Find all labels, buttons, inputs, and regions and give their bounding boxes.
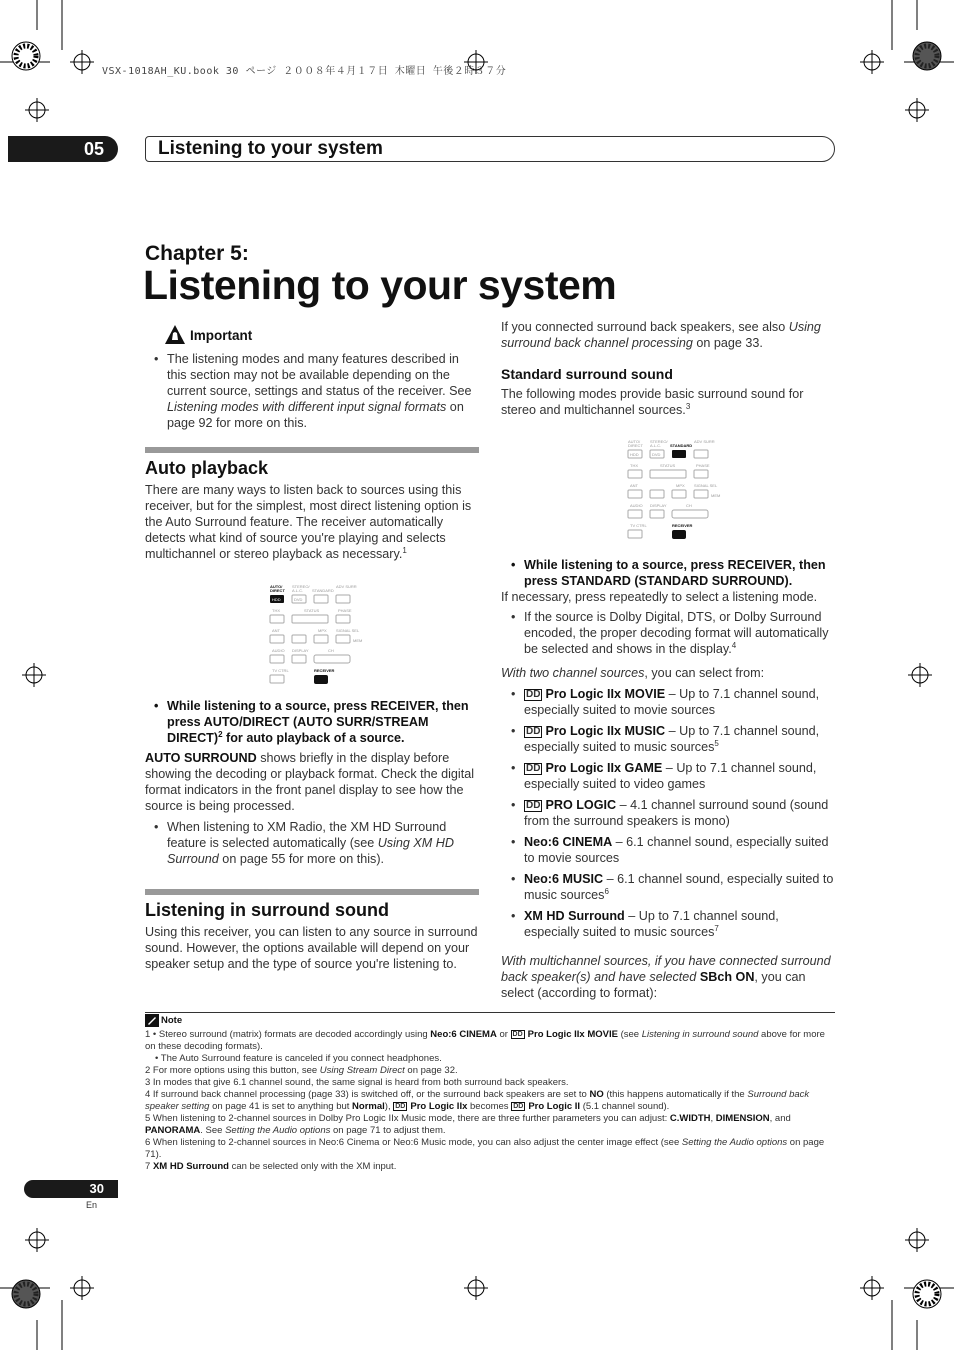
list-item: • Neo:6 MUSIC – 6.1 channel sound, especially suited to music sources$^6$	[511, 872, 834, 902]
svg-text:AUTO/: AUTO/	[270, 584, 283, 589]
standard-step-note: If necessary, press repeatedly to select a listening mode.	[501, 590, 818, 604]
multichannel-intro: With multichannel sources, if you have connected surround back speaker(s) and have selected SBch ON, you can select (according to format):	[501, 954, 831, 1000]
remote-illustration-standard	[620, 435, 724, 545]
note-icon	[145, 1014, 159, 1027]
intro-text: If you connected surround back speakers, see also Using surround back channel processing on page 33.	[501, 320, 821, 350]
important-icon	[164, 324, 186, 346]
registration-wheel-bl	[12, 1280, 40, 1308]
two-channel-intro: With two channel sources, you can select from:	[501, 666, 765, 680]
footnote-1: 1 • Stereo surround (matrix) formats are decoded accordingly using Neo:6 CINEMA or DD Pro Logic IIx MOVIE (see Listening in surround sound above for more on these decoding formats).	[145, 1029, 825, 1052]
svg-text:THX: THX	[272, 608, 280, 613]
page-number: 30	[89, 1181, 104, 1196]
footnote-1b: • The Auto Surround feature is canceled if you connect headphones.	[155, 1053, 442, 1064]
svg-text:SIGNAL SEL: SIGNAL SEL	[694, 483, 718, 488]
svg-text:DVD: DVD	[652, 452, 661, 457]
svg-text:ANT: ANT	[272, 628, 280, 633]
svg-text:THX: THX	[630, 463, 638, 468]
footnotes	[145, 1029, 835, 1173]
dolby-bullet: • If the source is Dolby Digital, DTS, or Dolby Surround encoded, the proper decoding format will automatically be selected and shows in the display.$^4$	[524, 609, 835, 657]
registration-wheel-tl	[12, 42, 40, 70]
svg-text:ADV SURR: ADV SURR	[336, 584, 357, 589]
svg-text:TV CTRL: TV CTRL	[272, 668, 289, 673]
footnote-4: 4 If surround back channel processing (page 33) is switched off, or the surround back speakers are set to NO (this happens automatically if the Surround back speaker setting on page 41 is set to anything but Normal), DD Pro Logic IIx becomes DD Pro Logic II (5.1 channel sound).	[145, 1089, 810, 1112]
auto-playback-heading: Auto playback	[145, 458, 269, 478]
svg-text:HDD: HDD	[272, 597, 281, 602]
svg-text:ANT: ANT	[630, 483, 638, 488]
list-item: • DD Pro Logic IIx MUSIC – Up to 7.1 channel sound, especially suited to music sources$^5$	[511, 724, 820, 754]
auto-playback-body: There are many ways to listen back to sources using this receiver, but for the simplest, most direct listening option is the Auto Surround feature. The receiver automatically detects what kind of source you're playing and selects multichannel or stereo playback as necessary.$^1$	[145, 483, 472, 561]
footnote-6: 6 When listening to 2-channel sources in Neo:6 Cinema or Neo:6 Music mode, you can also adjust the center image effect (see Setting the Audio options on page 71).	[145, 1137, 825, 1160]
svg-text:STATUS: STATUS	[304, 608, 320, 613]
svg-text:CH: CH	[328, 648, 334, 653]
mode-list	[511, 686, 835, 945]
page-title: Listening to your system	[143, 262, 617, 308]
list-item: • DD Pro Logic IIx MOVIE – Up to 7.1 channel sound, especially suited to movie sources	[511, 687, 820, 717]
dolby-icon: DD	[526, 726, 541, 737]
auto-playback-step: • While listening to a source, press RECEIVER, then press AUTO/DIRECT (AUTO SURR/STREAM DIRECT)$^2$ for auto playback of a source.	[167, 698, 479, 746]
svg-text:SIGNAL SEL: SIGNAL SEL	[336, 628, 360, 633]
notes-rule	[145, 1012, 835, 1013]
section-title-bar	[145, 136, 835, 162]
registration-wheel-br	[913, 1280, 941, 1308]
svg-text:PHASE: PHASE	[696, 463, 710, 468]
svg-text:ADV SURR: ADV SURR	[694, 439, 715, 444]
standard-heading: Standard surround sound	[501, 366, 673, 382]
svg-text:STATUS: STATUS	[660, 463, 676, 468]
svg-text:DISPLAY: DISPLAY	[292, 648, 309, 653]
remote-illustration-auto	[262, 578, 366, 688]
svg-text:DIRECT: DIRECT	[628, 443, 643, 448]
auto-playback-result: AUTO SURROUND shows briefly in the display before showing the decoding or playback format. Check the digital format indicators in the front panel display to see how the source is being processed.	[145, 751, 475, 813]
language-label: En	[86, 1200, 98, 1210]
chapter-label: Chapter 5:	[145, 242, 249, 265]
section-divider	[145, 447, 479, 453]
surround-heading: Listening in surround sound	[145, 900, 389, 920]
list-item: • Neo:6 CINEMA – 6.1 channel sound, especially suited to movie sources	[511, 835, 829, 865]
footnote-7: 7 XM HD Surround can be selected only with the XM input.	[145, 1161, 397, 1172]
svg-text:DIRECT: DIRECT	[270, 588, 285, 593]
section-title: Listening to your system	[158, 138, 383, 159]
svg-text:A.L.C.: A.L.C.	[650, 443, 662, 448]
xm-bullet: • When listening to XM Radio, the XM HD Surround feature is selected automatically (see Using XM HD Surround on page 55 for more on this).	[167, 819, 479, 867]
svg-text:MEM: MEM	[711, 493, 721, 498]
chapter-number: 05	[84, 139, 105, 159]
svg-text:AUDIO: AUDIO	[272, 648, 285, 653]
dolby-icon: DD	[526, 800, 541, 811]
registration-wheel-tr	[913, 42, 941, 70]
svg-text:STEREO/: STEREO/	[292, 584, 310, 589]
list-item: • DD PRO LOGIC – 4.1 channel surround sound (sound from the surround speakers is mono)	[511, 798, 829, 828]
svg-text:DISPLAY: DISPLAY	[650, 503, 667, 508]
footnote-5: 5 When listening to 2-channel sources in Dolby Pro Logic IIx Music mode, there are three further parameters you can adjust: C.WIDTH, DIMENSION, and PANORAMA. See Setting the Audio options on page 71 to adjust them.	[145, 1113, 791, 1136]
svg-text:A.L.C.: A.L.C.	[292, 588, 304, 593]
svg-text:DVD: DVD	[294, 597, 303, 602]
svg-text:MPX: MPX	[318, 628, 327, 633]
svg-text:CH: CH	[686, 503, 692, 508]
svg-text:PHASE: PHASE	[338, 608, 352, 613]
svg-text:MPX: MPX	[676, 483, 685, 488]
svg-text:HDD: HDD	[630, 452, 639, 457]
chapter-number-tab	[8, 136, 118, 162]
footnote-2: 2 For more options using this button, see Using Stream Direct on page 32.	[145, 1065, 458, 1076]
section-divider	[145, 889, 479, 895]
important-text: • The listening modes and many features described in this section may not be available depending on the current source, settings and status of the receiver. See Listening modes with different input signal formats on page 92 for more on this.	[167, 351, 479, 431]
dolby-icon: DD	[526, 689, 541, 700]
svg-text:MEM: MEM	[353, 638, 363, 643]
file-info: VSX-1018AH_KU.book 30 ページ ２００８年４月１７日 木曜日 午後２時３７分	[102, 66, 507, 77]
note-label: Note	[161, 1015, 183, 1026]
standard-step: • While listening to a source, press RECEIVER, then press STANDARD (STANDARD SURROUND).	[524, 557, 835, 589]
page-number-tab	[24, 1180, 118, 1198]
standard-body: The following modes provide basic surround sound for stereo and multichannel sources.$^3$	[501, 387, 804, 417]
svg-text:STANDARD: STANDARD	[670, 443, 693, 448]
svg-text:RECEIVER: RECEIVER	[314, 668, 335, 673]
svg-text:AUDIO: AUDIO	[630, 503, 643, 508]
list-item: • DD Pro Logic IIx GAME – Up to 7.1 channel sound, especially suited to video games	[511, 761, 817, 791]
svg-text:RECEIVER: RECEIVER	[672, 523, 693, 528]
important-label: Important	[190, 328, 253, 343]
footnote-3: 3 In modes that give 6.1 channel sound, the same signal is heard from both surround back speakers.	[145, 1077, 569, 1088]
svg-text:AUTO/: AUTO/	[628, 439, 641, 444]
svg-text:TV CTRL: TV CTRL	[630, 523, 647, 528]
svg-text:STANDARD: STANDARD	[312, 588, 334, 593]
surround-body: Using this receiver, you can listen to any source in surround sound. However, the options available will depend on your speaker setup and the type of source you're listening to.	[145, 925, 478, 971]
dolby-icon: DD	[526, 763, 541, 774]
list-item: • XM HD Surround – Up to 7.1 channel sound, especially suited to music sources$^7$	[511, 909, 779, 939]
svg-text:STEREO/: STEREO/	[650, 439, 668, 444]
